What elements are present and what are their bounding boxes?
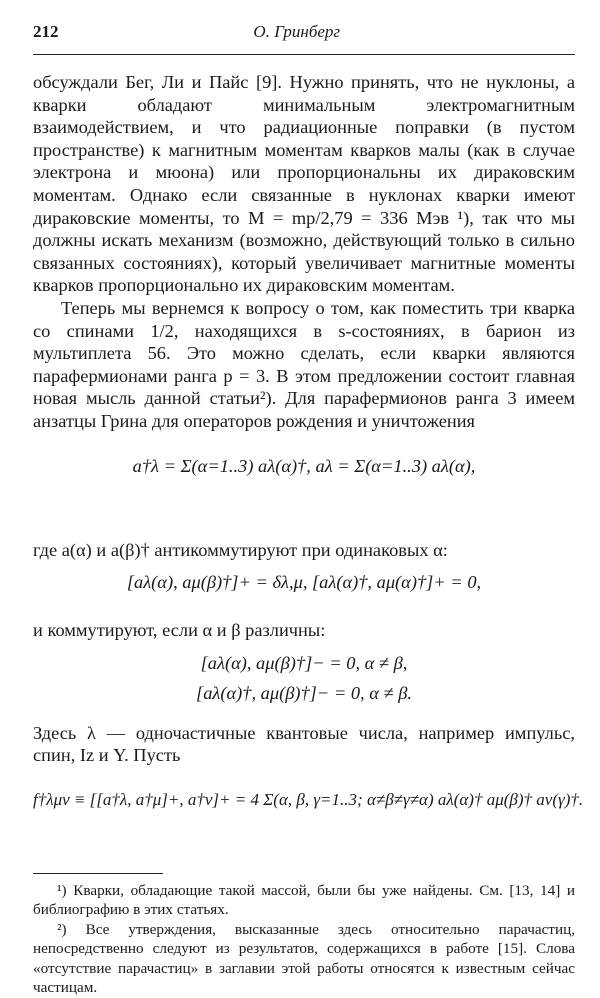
equation-commutator-1: [aλ(α), aμ(β)†]− = 0, α ≠ β, xyxy=(200,652,408,673)
footnote-2: ²) Все утверждения, высказанные здесь относительно парачастиц, непосредственно следуют из результатов, содержащихся в работе [15]. Слова «отсутствие парачастиц» в заглавии этой работы относятся к известным сейчас частицам. xyxy=(33,920,575,997)
running-title: О. Гринберг xyxy=(253,22,341,41)
equation-trilinear: f†λμν ≡ [[a†λ, a†μ]+, a†ν]+ = 4 Σ(α, β, γ=1..3; α≠β≠γ≠α) aλ(α)† aμ(β)† aν(γ)†. xyxy=(33,789,584,809)
header-rule xyxy=(33,54,575,55)
paragraph-1: обсуждали Бег, Ли и Пайс [9]. Нужно принять, что не нуклоны, а кварки обладают минимальным электромагнитным взаимодействием, и что радиационные поправки (в пустом пространстве) к магнитным моментам кварков малы (как в случае электрона и мюона) или пропорциональны их дираковским моментам. Однако если связанные в нуклонах кварки имеют дираковские моменты, то M = mp/2,79 = 336 Мэв ¹), так что мы должны искать механизм (возможно, действующий только в сильно связанных состояниях), который увеличивает магнитные моменты кварков пропорционально их дираковским моментам. xyxy=(33,72,575,296)
footnote-rule xyxy=(33,873,163,874)
equation-green-ansatz: a†λ = Σ(α=1..3) aλ(α)†, aλ = Σ(α=1..3) aλ(α), xyxy=(132,455,476,476)
paragraph-4: и коммутируют, если α и β различны: xyxy=(33,620,326,641)
paragraph-3: где a(α) и a(β)† антикоммутируют при одинаковых α: xyxy=(33,539,448,560)
page xyxy=(33,22,584,998)
paragraph-2: Теперь мы вернемся к вопросу о том, как поместить три кварка со спинами 1/2, находящихся в s-состояниях, в барион из мультиплета 56. Это можно сделать, если кварки являются парафермионами ранга p = 3. В этом предложении состоит главная новая мысль данной статьи²). Для парафермионов ранга 3 имеем анзатцы Грина для операторов рождения и уничтожения xyxy=(33,297,575,431)
page-number: 212 xyxy=(33,22,59,41)
footnote-1: ¹) Кварки, обладающие такой массой, были бы уже найдены. См. [13, 14] и библиографию в этих статьях. xyxy=(33,881,575,919)
equation-anticommutator: [aλ(α), aμ(β)†]+ = δλ,μ, [aλ(α)†, aμ(α)†]+ = 0, xyxy=(126,572,482,593)
paragraph-5: Здесь λ — одночастичные квантовые числа, например импульс, спин, Iz и Y. Пусть xyxy=(33,722,575,766)
equation-commutator-2: [aλ(α)†, aμ(β)†]− = 0, α ≠ β. xyxy=(196,682,412,703)
body-text xyxy=(33,71,584,867)
page-header xyxy=(33,22,575,46)
